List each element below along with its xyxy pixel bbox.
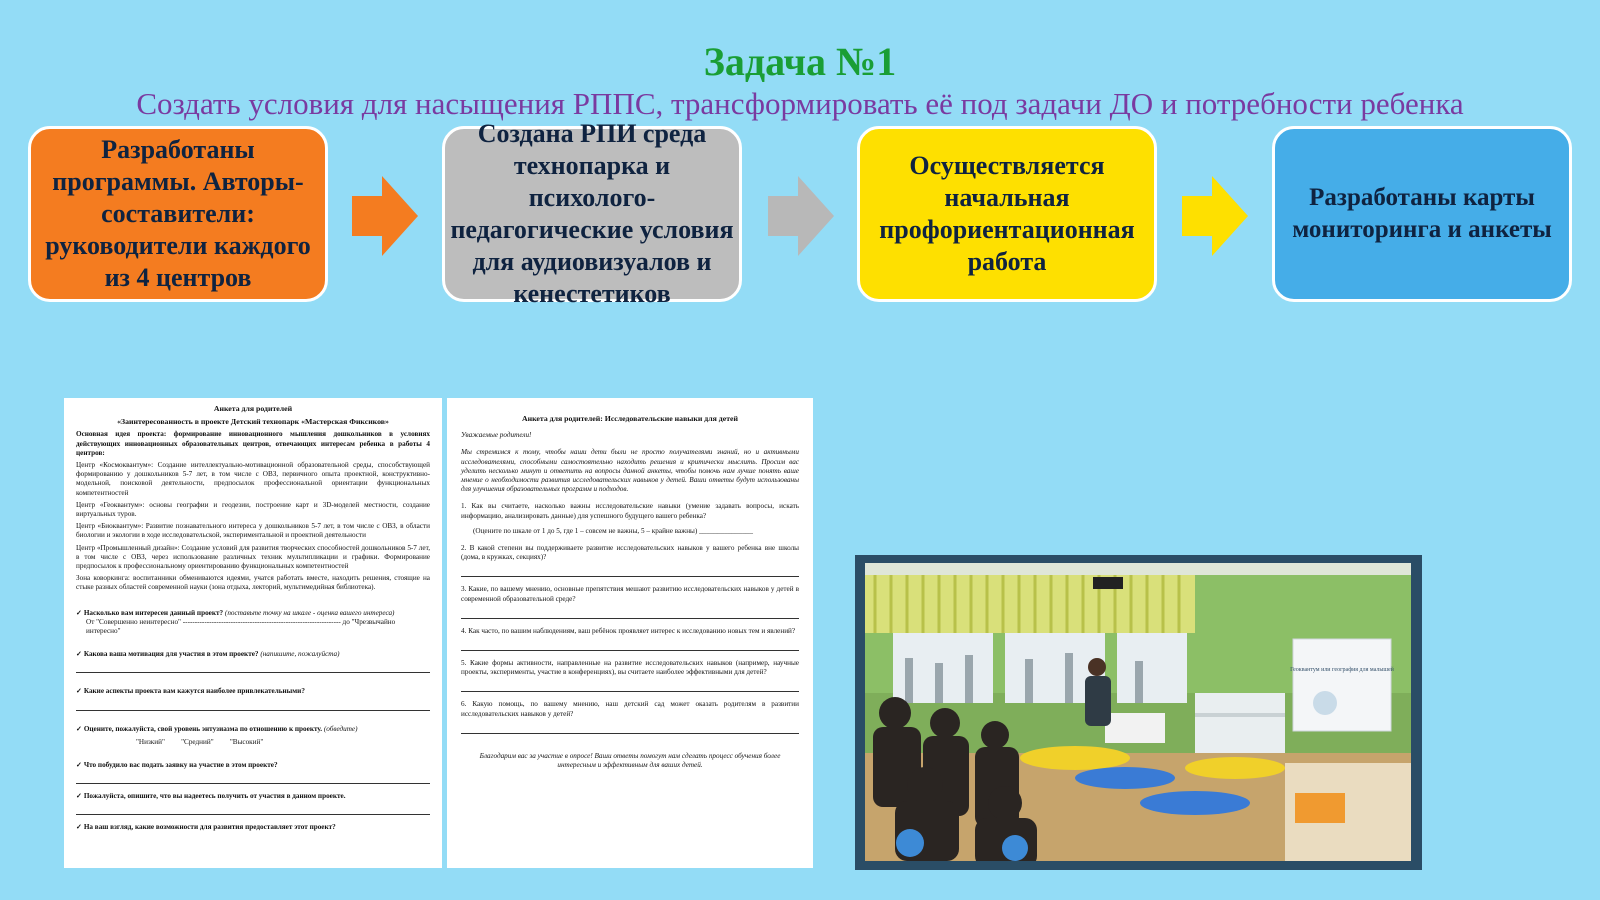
- doc-answer-line: [461, 607, 799, 619]
- questionnaire-document-1: [64, 398, 442, 868]
- doc-answer-line: [461, 680, 799, 692]
- doc-scale-note: (Оцените по шкале от 1 до 5, где 1 – совсем не важны, 5 – крайне важны) _______________: [473, 526, 753, 535]
- doc-question: ✓ На ваш взгляд, какие возможности для развития предоставляет этот проект?: [76, 823, 336, 832]
- doc-question: 5. Какие формы активности, направленные на развитие исследовательских навыков (например, научные проекты, эксперименты, участие в конференциях), вы считаете наиболее эффективными для детей?: [461, 659, 799, 677]
- doc-intro: Мы стремимся к тому, чтобы наши дети были не просто получателями знаний, но и активными исследователями, способными самостоятельно находить решения и критически мыслить. Просим вас уделить несколько минут и ответить на вопросы данной анкеты, чтобы помочь нам лучше понять ваше мнение о необходимости развития исследовательских навыков у детей. Ваши ответы будут использованы для улучшения образовательных программ и подходов.: [461, 448, 799, 494]
- slide-title: Задача №1: [703, 39, 897, 84]
- doc-thanks: Благодарим вас за участие в опросе! Ваши ответы помогут нам сделать процесс обучения более интересным и эффективным для ваших детей.: [479, 751, 781, 770]
- doc-paragraph: Центр «Биоквантум»: Развитие познавательного интереса у дошкольников 5-7 лет, в том числе с ОВЗ, в области биологии и экологии в ходе исследовательской, экспериментальной и проектной деятельности: [76, 522, 430, 540]
- arrow-right-icon: [1182, 176, 1248, 256]
- classroom-photo-frame: [855, 555, 1422, 870]
- step-box-programs: [28, 126, 328, 302]
- doc-levels: "Низкий" "Средний" "Высокий": [136, 737, 264, 746]
- doc-question: ✓ Насколько вам интересен данный проект? (поставьте точку на шкале - оценка вашего интереса): [76, 608, 395, 617]
- doc-answer-line: [76, 661, 430, 673]
- arrow-right-icon: [352, 176, 418, 256]
- step-box-career-guidance: [857, 126, 1157, 302]
- doc-subtitle: «Заинтересованность в проекте Детский технопарк «Мастерская Фиксиков»: [117, 417, 389, 427]
- doc-question: 4. Как часто, по вашим наблюдениям, ваш ребёнок проявляет интерес к исследованию новых тем и явлений?: [461, 626, 796, 635]
- step-box-monitoring: [1272, 126, 1572, 302]
- step-text: Разработаны карты мониторинга и анкеты: [1292, 184, 1552, 243]
- doc-question: 3. Какие, по вашему мнению, основные препятствия мешают развитию исследовательских навыков у детей в современной образовательной среде?: [461, 585, 799, 603]
- doc-answer-line: [76, 803, 430, 815]
- questionnaire-document-2: [447, 398, 813, 868]
- doc-question: 2. В какой степени вы поддерживаете развитие исследовательских навыков у вашего ребенка вне школы (дома, в кружках, секциях)?: [461, 544, 799, 562]
- doc-question: ✓ Оцените, пожалуйста, свой уровень энтузиазма по отношению к проекту. (обведите): [76, 724, 358, 733]
- step-box-environment: [442, 119, 742, 308]
- screen-title: Геоквантум или география для малышей: [1290, 667, 1394, 673]
- doc-greeting: Уважаемые родители!: [461, 431, 532, 440]
- step-text: Разработаны программы. Авторы-составители: руководители каждого из 4 центров: [45, 135, 311, 292]
- doc-answer-line: [461, 639, 799, 651]
- doc-question: ✓ Что побудило вас подать заявку на участие в этом проекте?: [76, 761, 278, 770]
- doc-question: 1. Как вы считаете, насколько важны исследовательские навыки (умение задавать вопросы, искать информацию, анализировать данные) для успешного будущего вашего ребенка?: [461, 502, 799, 520]
- doc-title: Анкета для родителей: [213, 404, 293, 413]
- doc-paragraph: Зона коворкинга: воспитанники обмениваются идеями, учатся работать вместе, находить решения, стоящие на стыке разных областей современной науки (зона отдыха, лекторий, мультимедийная библиотека).: [76, 574, 430, 592]
- doc-answer-line: [76, 699, 430, 711]
- doc-paragraph: Центр «Промышленный дизайн»: Создание условий для развития творческих способностей дошкольников 5-7 лет, в том числе с ОВЗ, через использование различных техник мультипликации и графики. Формирование предпосылок к профессиональному ориентированию функциональных компетентностей: [76, 543, 430, 571]
- doc-intro: Основная идея проекта: формирование инновационного мышления дошкольников в условиях действующих инновационных образовательных центров, отвечающих интересам ребенка в работы 4 центров:: [76, 430, 430, 457]
- doc-answer-line: [461, 565, 799, 577]
- doc-question: ✓ Пожалуйста, опишите, что вы надеетесь получить от участия в данном проекте.: [76, 792, 346, 801]
- doc-question: 6. Какую помощь, по вашему мнению, наш детский сад может оказать родителям в развитии исследовательских навыков у детей?: [461, 700, 799, 718]
- step-text: Осуществляется начальная профориентационная работа: [879, 151, 1135, 276]
- doc-title: Анкета для родителей: Исследовательские навыки для детей: [522, 414, 738, 423]
- doc-scale: От "Совершенно неинтересно" ------------------------------------------------------------------ до "Чрезвычайно интересно": [86, 617, 396, 636]
- doc-question: ✓ Какие аспекты проекта вам кажутся наиболее привлекательными?: [76, 687, 305, 696]
- arrow-right-icon: [768, 176, 834, 256]
- doc-paragraph: Центр «Космоквантум»: Создание интеллектуально-мотивационной образовательной среды, способствующей формированию у дошкольников 5-7 лет, в том числе с ОВЗ, первичного опыта проектной, конструктивно-модельной, поисковой деятельности, предпосылок профессиональной ориентации функциональных компетентностей: [76, 461, 430, 497]
- doc-paragraph: Центр «Геоквантум»: основы географии и геодезии, построение карт и 3D-моделей местности, создание виртуальных туров.: [76, 500, 430, 519]
- doc-answer-line: [461, 722, 799, 734]
- classroom-photo: [865, 563, 1411, 861]
- doc-answer-line: [76, 772, 430, 784]
- step-text: Создана РПИ среда технопарка и психолого-педагогические условия для аудиовизуалов и кенестетиков: [450, 119, 734, 308]
- doc-question: ✓ Какова ваша мотивация для участия в этом проекте? (напишите, пожалуйста): [76, 650, 340, 659]
- slide-subtitle: Создать условия для насыщения РППС, трансформировать её под задачи ДО и потребности ребенка: [136, 86, 1464, 121]
